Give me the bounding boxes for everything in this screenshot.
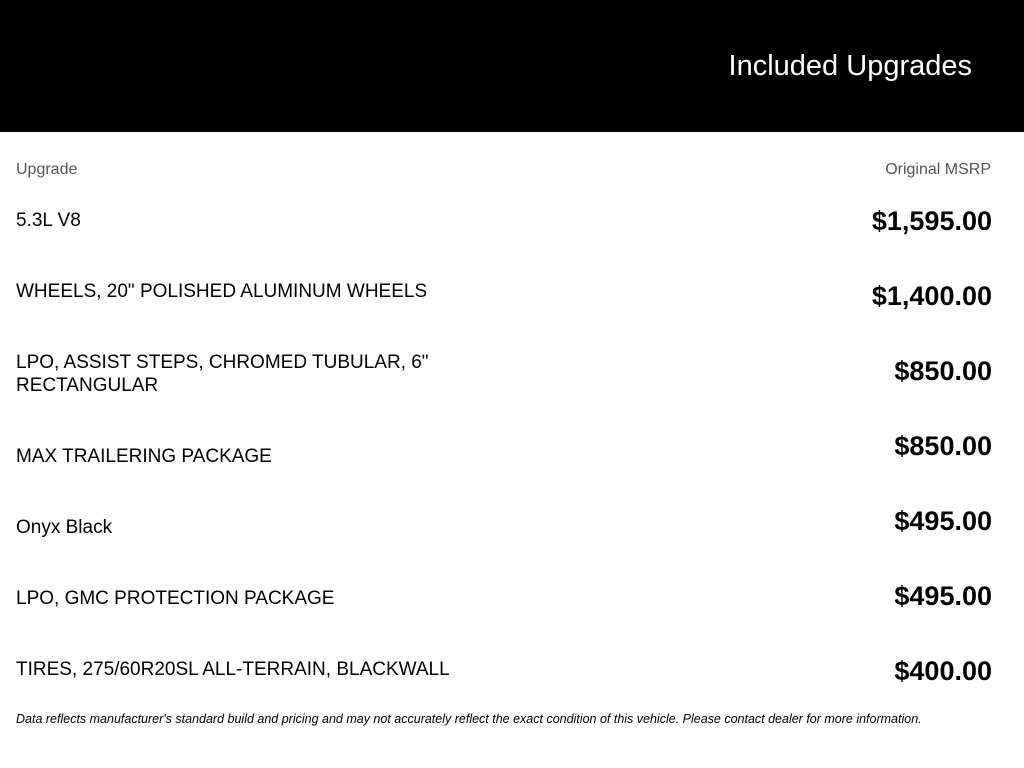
disclaimer-text: Data reflects manufacturer's standard build and pricing and may not accurately reflect the exact condition of this vehicle. Please contact dealer for more information. [16, 712, 922, 726]
upgrade-price: $1,595.00 [871, 206, 992, 236]
upgrade-column-header: Upgrade [16, 161, 78, 178]
upgrade-price: $850.00 [894, 356, 992, 386]
upgrade-price: $495.00 [894, 506, 992, 536]
upgrade-name: TIRES, 275/60R20SL ALL-TERRAIN, BLACKWALL [16, 659, 450, 680]
upgrade-name: LPO, ASSIST STEPS, CHROMED TUBULAR, 6" RECTANGULAR [16, 352, 429, 396]
msrp-column-header: Original MSRP [885, 161, 991, 178]
upgrade-price: $850.00 [894, 431, 992, 461]
upgrade-price: $1,400.00 [871, 281, 992, 311]
page-title: Included Upgrades [728, 50, 972, 82]
list-item [0, 410, 1024, 481]
upgrade-name: MAX TRAILERING PACKAGE [16, 446, 272, 467]
list-item [0, 339, 1024, 410]
list-item [0, 552, 1024, 623]
upgrade-name: 5.3L V8 [16, 210, 81, 231]
list-item [0, 197, 1024, 268]
upgrade-name: Onyx Black [16, 517, 113, 538]
upgrade-name: LPO, GMC PROTECTION PACKAGE [16, 588, 335, 609]
list-item [0, 481, 1024, 552]
upgrade-name: WHEELS, 20" POLISHED ALUMINUM WHEELS [16, 281, 428, 302]
list-item [0, 268, 1024, 339]
list-item [0, 623, 1024, 694]
header-banner [0, 0, 1024, 132]
upgrade-price: $495.00 [894, 581, 992, 611]
upgrade-price: $400.00 [894, 656, 992, 686]
